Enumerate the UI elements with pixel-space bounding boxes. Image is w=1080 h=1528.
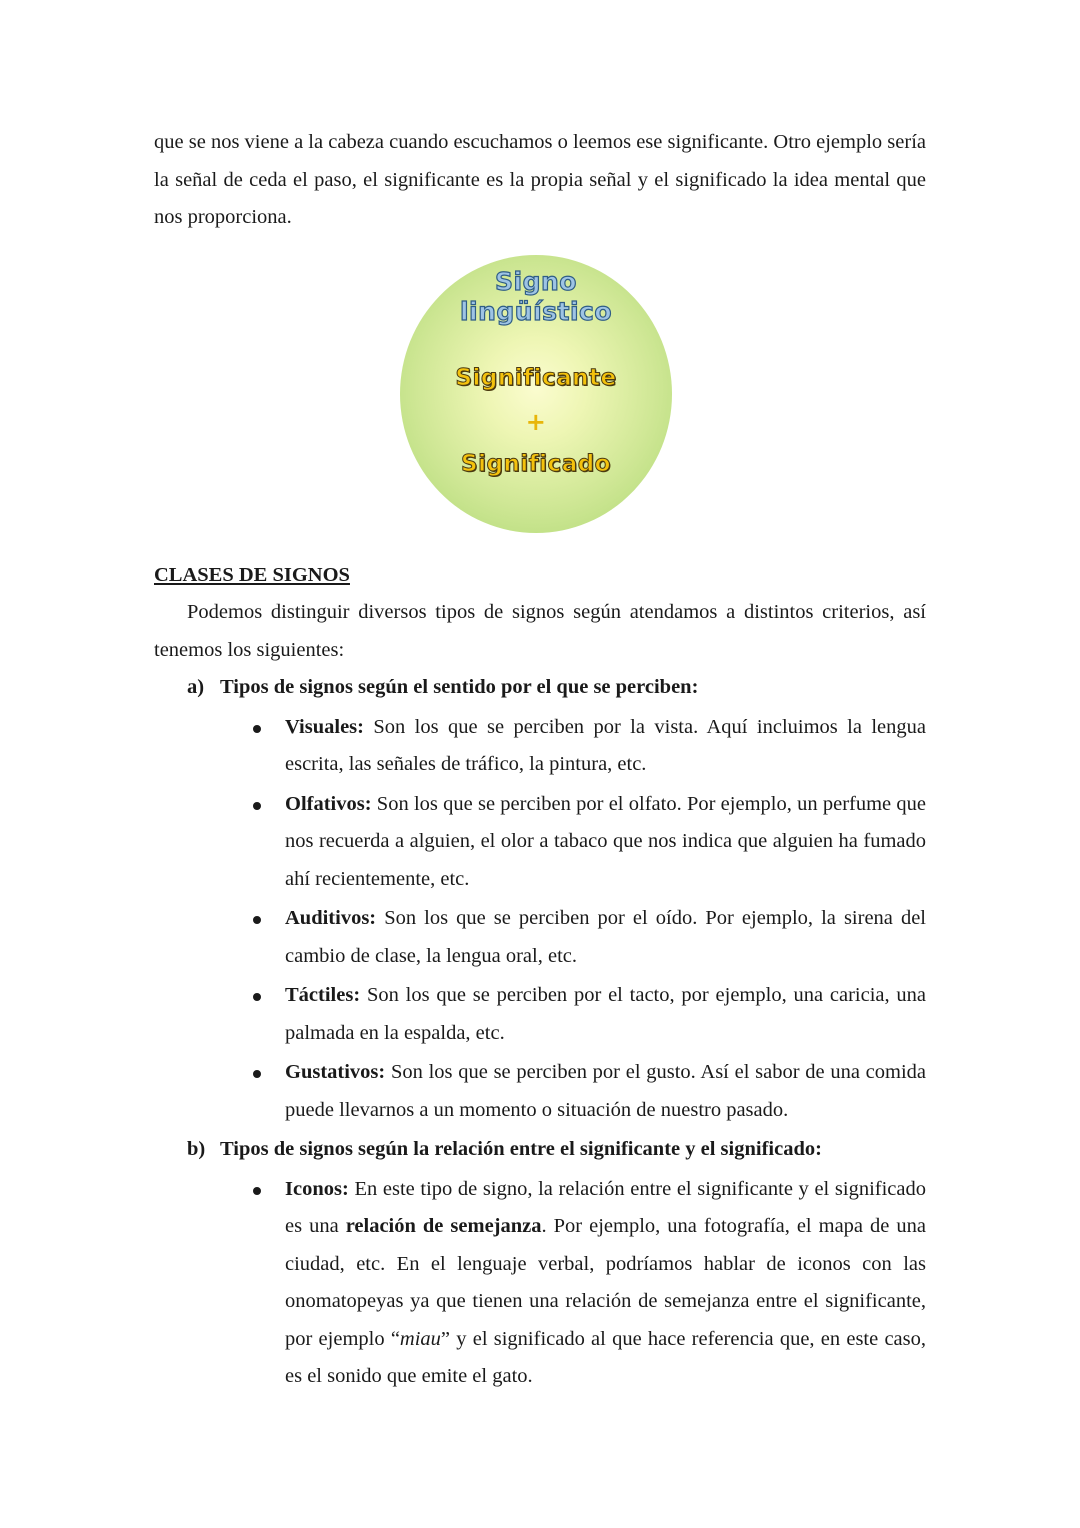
intro-paragraph: que se nos viene a la cabeza cuando escuchamos o leemos ese significante. Otro ejemplo sería la señal de ceda el paso, el significante es la propia señal y el significado la idea mental que nos proporciona. xyxy=(154,131,926,228)
item-term: Gustativos: xyxy=(285,1061,386,1083)
document-page xyxy=(154,124,926,1398)
diagram-title-line2: lingüístico xyxy=(459,296,613,326)
item-term: Visuales: xyxy=(285,715,364,738)
diagram-significante: Significante xyxy=(455,364,617,391)
diagram-plus: + xyxy=(525,407,547,436)
item-text: En este tipo de signo, la relación entre el significante y el significado es una xyxy=(285,1177,926,1237)
section-b-title xyxy=(187,1131,926,1169)
item-term: Táctiles: xyxy=(285,984,361,1006)
section-b-text: Tipos de signos según la relación entre el significante y el significado: xyxy=(220,1138,822,1160)
item-text: . Por ejemplo, una fotografía, el mapa de una ciudad, etc. En el lenguaje verbal, podríamos hablar de iconos con las onomatopeyas ya que tienen una relación de semejanza entre el significante, por ejemplo “ xyxy=(285,1215,926,1350)
sense-signs-list xyxy=(154,709,926,1130)
item-text: Son los que se perciben por el gusto. Así el sabor de una comida puede llevarnos a un momento o situación de nuestro pasado. xyxy=(285,1061,926,1121)
item-term: Olfativos: xyxy=(285,792,372,815)
lead-paragraph: Podemos distinguir diversos tipos de signos según atendamos a distintos criterios, así tenemos los siguientes: xyxy=(154,601,926,661)
list-item xyxy=(154,1054,926,1129)
section-heading: CLASES DE SIGNOS xyxy=(154,563,350,586)
bullet-icon xyxy=(253,725,261,733)
item-text: ” y el significado al que hace referencia que, en este caso, es el sonido que emite el gato. xyxy=(285,1327,926,1387)
list-item xyxy=(154,786,926,899)
linguistic-sign-diagram xyxy=(400,255,672,533)
section-a-text: Tipos de signos según el sentido por el que se perciben: xyxy=(220,676,699,698)
list-item xyxy=(154,709,926,784)
item-example: miau xyxy=(399,1327,441,1350)
item-text: Son los que se perciben por la vista. Aquí incluimos la lengua escrita, las señales de tráfico, la pintura, etc. xyxy=(285,715,926,775)
diagram-significado: Significado xyxy=(461,450,611,477)
relation-signs-list xyxy=(154,1171,926,1396)
bullet-icon xyxy=(253,1187,261,1195)
item-text: Son los que se perciben por el oído. Por ejemplo, la sirena del cambio de clase, la lengua oral, etc. xyxy=(285,907,926,967)
section-a-label: a) xyxy=(187,676,205,698)
item-emphasis: relación de semejanza xyxy=(345,1215,542,1237)
section-b-label: b) xyxy=(187,1138,206,1160)
list-item xyxy=(154,1171,926,1396)
item-term: Iconos: xyxy=(285,1177,349,1200)
diagram-title-line1: Signo xyxy=(495,266,577,296)
bullet-icon xyxy=(253,802,261,810)
list-item xyxy=(154,977,926,1052)
bullet-icon xyxy=(253,916,261,924)
diagram-title xyxy=(400,267,672,327)
item-text: Son los que se perciben por el tacto, por ejemplo, una caricia, una palmada en la espalda, etc. xyxy=(285,984,926,1044)
item-term: Auditivos: xyxy=(285,907,377,929)
bullet-icon xyxy=(253,993,261,1001)
section-a-title xyxy=(187,669,926,707)
list-item xyxy=(154,900,926,975)
item-text: Son los que se perciben por el olfato. Por ejemplo, un perfume que nos recuerda a alguien, el olor a tabaco que nos indica que alguien ha fumado ahí recientemente, etc. xyxy=(285,792,926,890)
bullet-icon xyxy=(253,1070,261,1078)
